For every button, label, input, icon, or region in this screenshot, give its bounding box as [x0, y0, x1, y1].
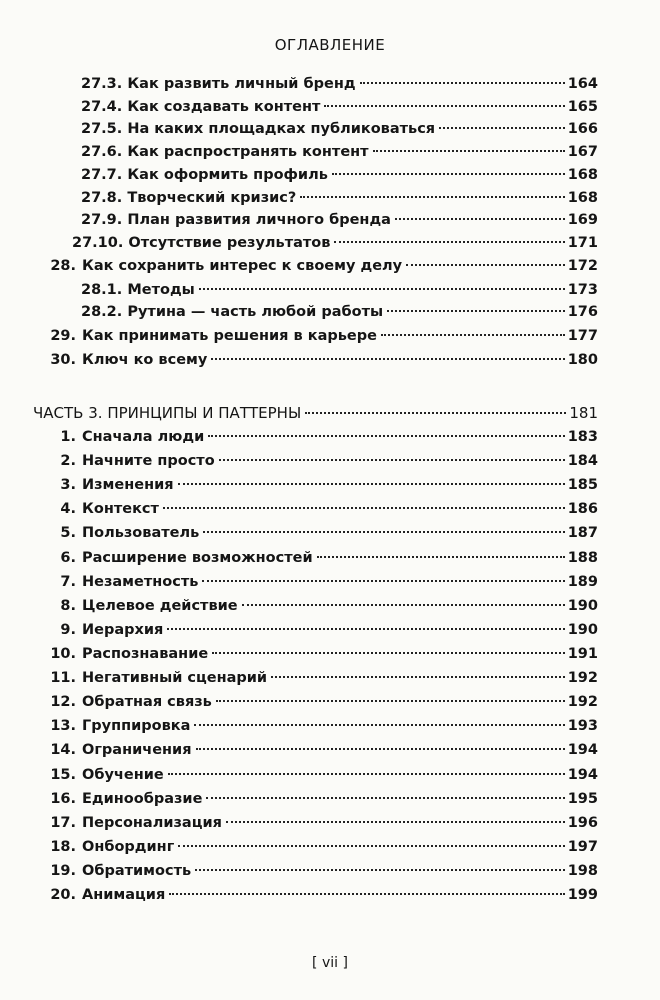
toc-entry-number: 30. — [50, 352, 76, 368]
toc-entry-number: 18. — [50, 839, 76, 855]
toc-entry-title: 27.8. Творческий кризис? — [81, 190, 297, 206]
dot-leader — [360, 82, 565, 84]
toc-entry — [0, 763, 660, 787]
dot-leader — [163, 507, 565, 509]
toc-entry-page: 190 — [567, 598, 598, 614]
toc-entry — [0, 690, 660, 714]
toc-entry — [0, 231, 660, 255]
toc-entry — [0, 883, 660, 907]
dot-leader — [208, 435, 564, 437]
toc-entry-page: 193 — [567, 718, 598, 734]
toc-entry-title: Начните просто — [82, 453, 215, 469]
toc-entry-number: 16. — [50, 791, 76, 807]
dot-leader — [381, 334, 565, 336]
toc-entry-title: Как принимать решения в карьере — [82, 328, 377, 344]
toc-entry-number: 12. — [50, 694, 76, 710]
toc-entry — [0, 186, 660, 210]
toc-entry-page: 185 — [567, 477, 598, 493]
toc-entry-number: 9. — [60, 622, 76, 638]
toc-entry-title: Пользователь — [82, 525, 200, 541]
toc-entry — [0, 473, 660, 497]
toc-entry — [0, 546, 660, 570]
dot-leader — [305, 412, 566, 414]
toc-entry-page: 169 — [567, 212, 598, 228]
toc-entry-title: Онбординг — [82, 839, 175, 855]
toc-entry-page: 180 — [567, 352, 598, 368]
dot-leader — [300, 196, 564, 198]
toc-entry — [0, 666, 660, 690]
toc-entry — [0, 594, 660, 618]
toc-entry-page: 176 — [567, 304, 598, 320]
toc-entry — [0, 163, 660, 187]
dot-leader — [332, 173, 565, 175]
toc-entry-title: 28.2. Рутина — часть любой работы — [81, 304, 384, 320]
toc-entry-title: Негативный сценарий — [82, 670, 268, 686]
toc-part-heading — [0, 401, 660, 425]
toc-entry — [0, 787, 660, 811]
toc-entry-page: 189 — [567, 574, 598, 590]
toc-entry-number: 20. — [50, 887, 76, 903]
toc-entry-number: 14. — [50, 742, 76, 758]
toc-entry — [0, 570, 660, 594]
toc-entry-title: Контекст — [82, 501, 159, 517]
toc-entry-page: 191 — [567, 646, 598, 662]
toc-entry — [0, 324, 660, 348]
toc-entry-title: Как сохранить интерес к своему делу — [82, 258, 403, 274]
toc-entry — [0, 618, 660, 642]
dot-leader — [211, 358, 564, 360]
toc-entry — [0, 425, 660, 449]
dot-leader — [212, 652, 565, 654]
toc-entry-number: 13. — [50, 718, 76, 734]
toc-entry-number: 11. — [50, 670, 76, 686]
dot-leader — [219, 459, 565, 461]
toc-entry-title: 27.9. План развития личного бренда — [81, 212, 391, 228]
toc-entry-page: 168 — [567, 190, 598, 206]
toc-entry-number: 28. — [50, 258, 76, 274]
toc-entry — [0, 738, 660, 762]
dot-leader — [242, 604, 565, 606]
toc-entry-number: 17. — [50, 815, 76, 831]
page-number-footer: [ vii ] — [312, 955, 348, 971]
toc-entry — [0, 811, 660, 835]
toc-entry-number: 2. — [60, 453, 76, 469]
toc-entry-page: 177 — [567, 328, 598, 344]
toc-entry-title: 27.6. Как распространять контент — [81, 144, 369, 160]
dot-leader — [178, 845, 564, 847]
dot-leader — [439, 127, 565, 129]
toc-entry-number: 3. — [60, 477, 76, 493]
toc-entry — [0, 254, 660, 278]
toc-entry-number: 7. — [60, 574, 76, 590]
dot-leader — [206, 797, 564, 799]
toc-entry-title: Группировка — [82, 718, 191, 734]
toc-entry-title: Изменения — [82, 477, 174, 493]
toc-entry-title: Анимация — [82, 887, 166, 903]
toc-entry — [0, 497, 660, 521]
toc-entry-number: 6. — [60, 550, 76, 566]
dot-leader — [167, 628, 564, 630]
toc-entry-title: 27.10. Отсутствие результатов — [72, 235, 331, 251]
toc-entry-page: 194 — [567, 767, 598, 783]
toc-entry-page: 165 — [567, 99, 598, 115]
toc-entry-number: 4. — [60, 501, 76, 517]
toc-entry-page: 173 — [567, 282, 598, 298]
toc-entry — [0, 521, 660, 545]
toc-entry-title: Ключ ко всему — [82, 352, 208, 368]
toc-entry-title: 27.5. На каких площадках публиковаться — [81, 121, 436, 137]
toc-entry — [0, 117, 660, 141]
toc-entry-number: 19. — [50, 863, 76, 879]
toc-entry-page: 188 — [567, 550, 598, 566]
dot-leader — [203, 531, 564, 533]
dot-leader — [317, 556, 565, 558]
toc-entry-page: 167 — [567, 144, 598, 160]
toc-entry-page: 164 — [567, 76, 598, 92]
toc-entry — [0, 449, 660, 473]
toc-entry-title: 28.1. Методы — [81, 282, 195, 298]
toc-entry-number: 10. — [50, 646, 76, 662]
toc-entry-page: 198 — [567, 863, 598, 879]
toc-entry-page: 196 — [567, 815, 598, 831]
toc-entry-page: 192 — [567, 670, 598, 686]
toc-entry-title: Расширение возможностей — [82, 550, 313, 566]
toc-entry-title: Сначала люди — [82, 429, 205, 445]
toc-entry — [0, 208, 660, 232]
toc-entry-title: ЧАСТЬ 3. ПРИНЦИПЫ И ПАТТЕРНЫ — [33, 404, 302, 422]
toc-entry-page: 187 — [567, 525, 598, 541]
toc-entry — [0, 714, 660, 738]
dot-leader — [395, 218, 565, 220]
dot-leader — [226, 821, 565, 823]
toc-entry-title: 27.7. Как оформить профиль — [81, 167, 328, 183]
toc-entry — [0, 72, 660, 96]
dot-leader — [216, 700, 565, 702]
toc-entry-title: Обратная связь — [82, 694, 212, 710]
toc-entry-page: 166 — [567, 121, 598, 137]
dot-leader — [324, 105, 564, 107]
toc-entry-title: Распознавание — [82, 646, 209, 662]
toc-entry — [0, 300, 660, 324]
toc-entry-page: 195 — [567, 791, 598, 807]
toc-entry-title: Иерархия — [82, 622, 164, 638]
toc-entry-page: 181 — [569, 404, 598, 422]
toc-entry-title: Незаметность — [82, 574, 199, 590]
toc-entry-page: 199 — [567, 887, 598, 903]
toc-entry-title: Персонализация — [82, 815, 222, 831]
dot-leader — [271, 676, 565, 678]
toc-entry-page: 184 — [567, 453, 598, 469]
toc-entry-title: Ограничения — [82, 742, 192, 758]
dot-leader — [387, 310, 565, 312]
toc-entry-number: 8. — [60, 598, 76, 614]
toc-entry-page: 172 — [567, 258, 598, 274]
toc-entry-page: 197 — [567, 839, 598, 855]
toc-entry-title: Обучение — [82, 767, 164, 783]
dot-leader — [196, 748, 565, 750]
toc-entry-page: 192 — [567, 694, 598, 710]
page-header: ОГЛАВЛЕНИЕ — [274, 36, 386, 54]
dot-leader — [178, 483, 565, 485]
dot-leader — [334, 241, 564, 243]
dot-leader — [168, 773, 565, 775]
toc-entry-title: Обратимость — [82, 863, 192, 879]
toc-entry-number: 1. — [60, 429, 76, 445]
dot-leader — [169, 893, 564, 895]
toc-entry-page: 194 — [567, 742, 598, 758]
dot-leader — [373, 150, 565, 152]
toc-entry — [0, 859, 660, 883]
toc-entry — [0, 278, 660, 302]
toc-entry-page: 186 — [567, 501, 598, 517]
toc-entry-title: Единообразие — [82, 791, 203, 807]
toc-entry — [0, 835, 660, 859]
toc-entry-title: Целевое действие — [82, 598, 238, 614]
toc-entry — [0, 348, 660, 372]
dot-leader — [406, 264, 565, 266]
toc-entry-number: 29. — [50, 328, 76, 344]
toc-entry-number: 5. — [60, 525, 76, 541]
toc-entry-page: 190 — [567, 622, 598, 638]
toc-entry-page: 168 — [567, 167, 598, 183]
toc-entry-title: 27.4. Как создавать контент — [81, 99, 321, 115]
dot-leader — [195, 869, 565, 871]
dot-leader — [199, 288, 565, 290]
toc-entry — [0, 140, 660, 164]
toc-entry-number: 15. — [50, 767, 76, 783]
toc-entry — [0, 642, 660, 666]
dot-leader — [202, 580, 564, 582]
toc-entry — [0, 95, 660, 119]
dot-leader — [194, 724, 564, 726]
toc-entry-page: 171 — [567, 235, 598, 251]
toc-entry-title: 27.3. Как развить личный бренд — [81, 76, 356, 92]
toc-entry-page: 183 — [567, 429, 598, 445]
